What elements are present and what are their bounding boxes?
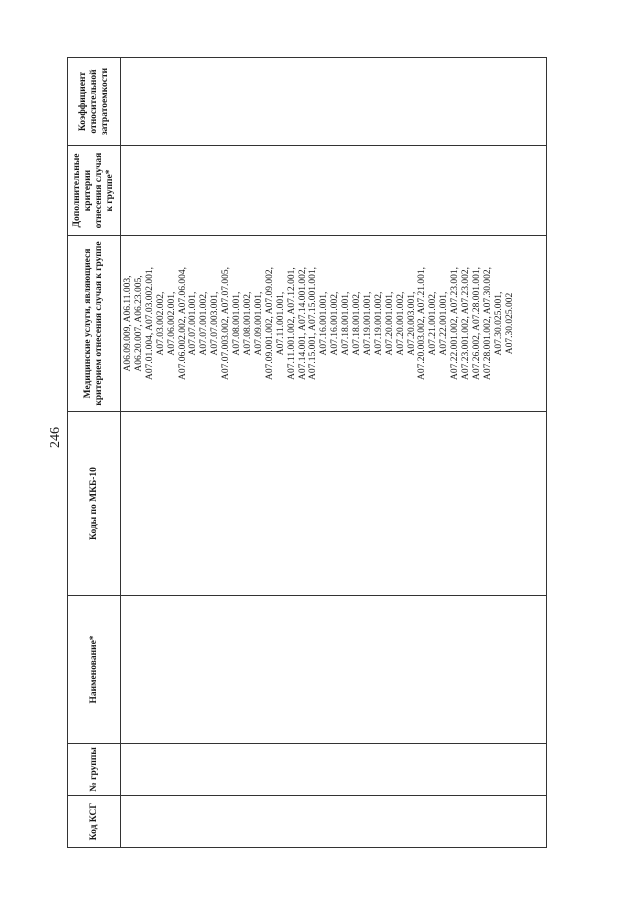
service-code-line: A06.09.009, A06.11.003, <box>123 275 133 372</box>
service-code-line: A07.07.001.002, <box>199 291 210 356</box>
service-code-line: A07.01.004, A07.03.002.001, <box>144 267 155 380</box>
service-code-line: A07.08.001.001, <box>232 291 243 356</box>
service-code-line: A07.19.001.001, <box>362 291 373 356</box>
cell-coefficient <box>121 58 547 146</box>
service-code-line: A07.20.001.002, <box>395 291 406 356</box>
service-code-line: A07.20.003.002, A07.21.001, <box>417 267 428 380</box>
service-code-line: A07.18.001.001, <box>341 291 352 356</box>
service-code-line: A07.07.001.001, <box>188 291 199 356</box>
service-code-line: A07.30.025.002 <box>504 292 515 355</box>
service-code-line: A06.20.007, A06.23.005, <box>133 275 144 372</box>
service-code-line: A07.28.001.002, A07.30.002, <box>482 267 493 380</box>
service-code-line: A07.23.001.002, A07.23.002, <box>461 267 472 380</box>
service-code-line: A07.22.001.002, A07.23.001, <box>450 267 461 380</box>
service-code-line: A07.11.001.002, A07.12.001, <box>286 267 297 380</box>
header-name: Наименование* <box>68 596 121 744</box>
service-code-line: A07.14.001, A07.14.001.002, <box>297 267 308 380</box>
service-code-line: A07.22.001.001, <box>439 291 450 356</box>
service-code-line: A07.06.002.001, <box>166 291 177 356</box>
header-group-number: № группы <box>68 744 121 796</box>
service-code-line: A07.18.001.002, <box>352 291 363 356</box>
cell-ksg-code <box>121 796 547 848</box>
service-code-line: A07.15.001, A07.15.001.001, <box>308 267 319 380</box>
service-code-line: A07.07.003.002, A07.07.005, <box>221 267 232 380</box>
service-code-line: A07.11.001.001, <box>275 291 286 356</box>
header-mkb-codes: Коды по МКБ-10 <box>68 412 121 596</box>
cell-group-number <box>121 744 547 796</box>
service-code-line: A07.08.001.002, <box>242 291 253 356</box>
header-coefficient: Коэффициент относительной затратоемкости <box>68 58 121 146</box>
service-code-line: A07.30.025.001, <box>493 291 504 356</box>
service-code-line: A07.07.003.001, <box>210 291 221 356</box>
service-code-line: A07.20.003.001, <box>406 291 417 356</box>
service-code-line: A07.09.001.002, A07.09.002, <box>264 267 275 380</box>
header-row <box>68 58 121 848</box>
header-medical-services: Медицинские услуги, являющиеся критерием отнесения случая к группе <box>68 236 121 412</box>
service-code-line: A07.21.001.002, <box>428 291 439 356</box>
cell-mkb-codes <box>121 412 547 596</box>
cell-medical-services <box>121 236 547 412</box>
service-code-line: A07.26.002, A07.28.001.001, <box>472 267 482 380</box>
service-code-line: A07.20.001.001, <box>384 291 395 356</box>
service-code-line: A07.19.001.002, <box>373 291 384 356</box>
table <box>67 57 547 848</box>
cell-extra-criteria <box>121 146 547 236</box>
service-code-line: A07.16.001.002, <box>330 291 341 356</box>
ksg-table <box>67 58 547 848</box>
service-code-line: A07.16.001.001, <box>319 291 330 356</box>
table-row <box>121 58 547 848</box>
header-ksg-code: Код КСГ <box>68 796 121 848</box>
header-extra-criteria: Дополнительные критерии отнесения случая к группе* <box>68 146 121 236</box>
service-code-line: A07.09.001.001, <box>253 291 264 356</box>
service-code-line: A07.03.002.002, <box>155 291 166 356</box>
page-number: 246 <box>48 427 63 448</box>
cell-name <box>121 596 547 744</box>
service-code-line: A07.06.002.002, A07.06.004, <box>177 267 188 380</box>
